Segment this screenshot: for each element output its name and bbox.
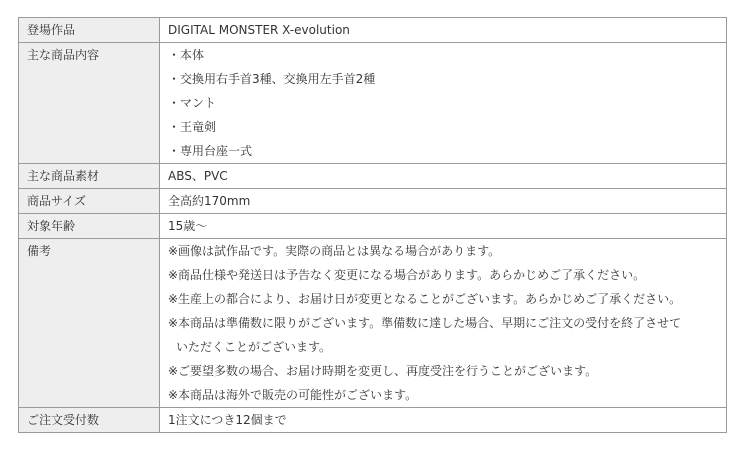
value-line: 15歳〜 [168, 219, 208, 233]
list-item: ・専用台座一式 [168, 144, 253, 158]
table-row-contents [19, 43, 727, 164]
row-value [160, 43, 727, 164]
value-line: 全高約170mm [168, 194, 251, 208]
value-line: 1注文につき12個まで [168, 413, 287, 427]
row-value [160, 164, 727, 189]
row-value [160, 214, 727, 239]
row-label: 備考 [19, 239, 160, 408]
table-row-material [19, 164, 727, 189]
row-label: ご注文受付数 [19, 408, 160, 433]
table-row-size [19, 189, 727, 214]
list-item: ・王竜剣 [168, 120, 217, 134]
table-row-notes [19, 239, 727, 408]
value-line: DIGITAL MONSTER X-evolution [168, 23, 350, 37]
table-row-age [19, 214, 727, 239]
note-line: ※画像は試作品です。実際の商品とは異なる場合があります。 [168, 244, 501, 258]
row-label: 登場作品 [19, 18, 160, 43]
row-value [160, 408, 727, 433]
product-spec-table [18, 17, 727, 433]
list-item: ・マント [168, 96, 217, 110]
note-line: ※生産上の都合により、お届け日が変更となることがございます。あらかじめご了承ください。 [168, 292, 682, 306]
note-line: ※本商品は海外で販売の可能性がございます。 [168, 388, 418, 402]
value-line: ABS、PVC [168, 169, 228, 183]
row-label: 主な商品内容 [19, 43, 160, 164]
note-line: いただくことがございます。 [176, 340, 332, 354]
table-row-title [19, 18, 727, 43]
list-item: ・本体 [168, 48, 205, 62]
note-line: ※本商品は準備数に限りがございます。準備数に達した場合、早期にご注文の受付を終了させて [168, 316, 682, 330]
row-value [160, 189, 727, 214]
note-line: ※商品仕様や発送日は予告なく変更になる場合があります。あらかじめご了承ください。 [168, 268, 646, 282]
row-value [160, 18, 727, 43]
list-item: ・交換用右手首3種、交換用左手首2種 [168, 72, 376, 86]
note-line: ※ご要望多数の場合、お届け時期を変更し、再度受注を行うことがございます。 [168, 364, 598, 378]
row-label: 商品サイズ [19, 189, 160, 214]
table-row-order-limit [19, 408, 727, 433]
row-value [160, 239, 727, 408]
row-label: 対象年齢 [19, 214, 160, 239]
row-label: 主な商品素材 [19, 164, 160, 189]
